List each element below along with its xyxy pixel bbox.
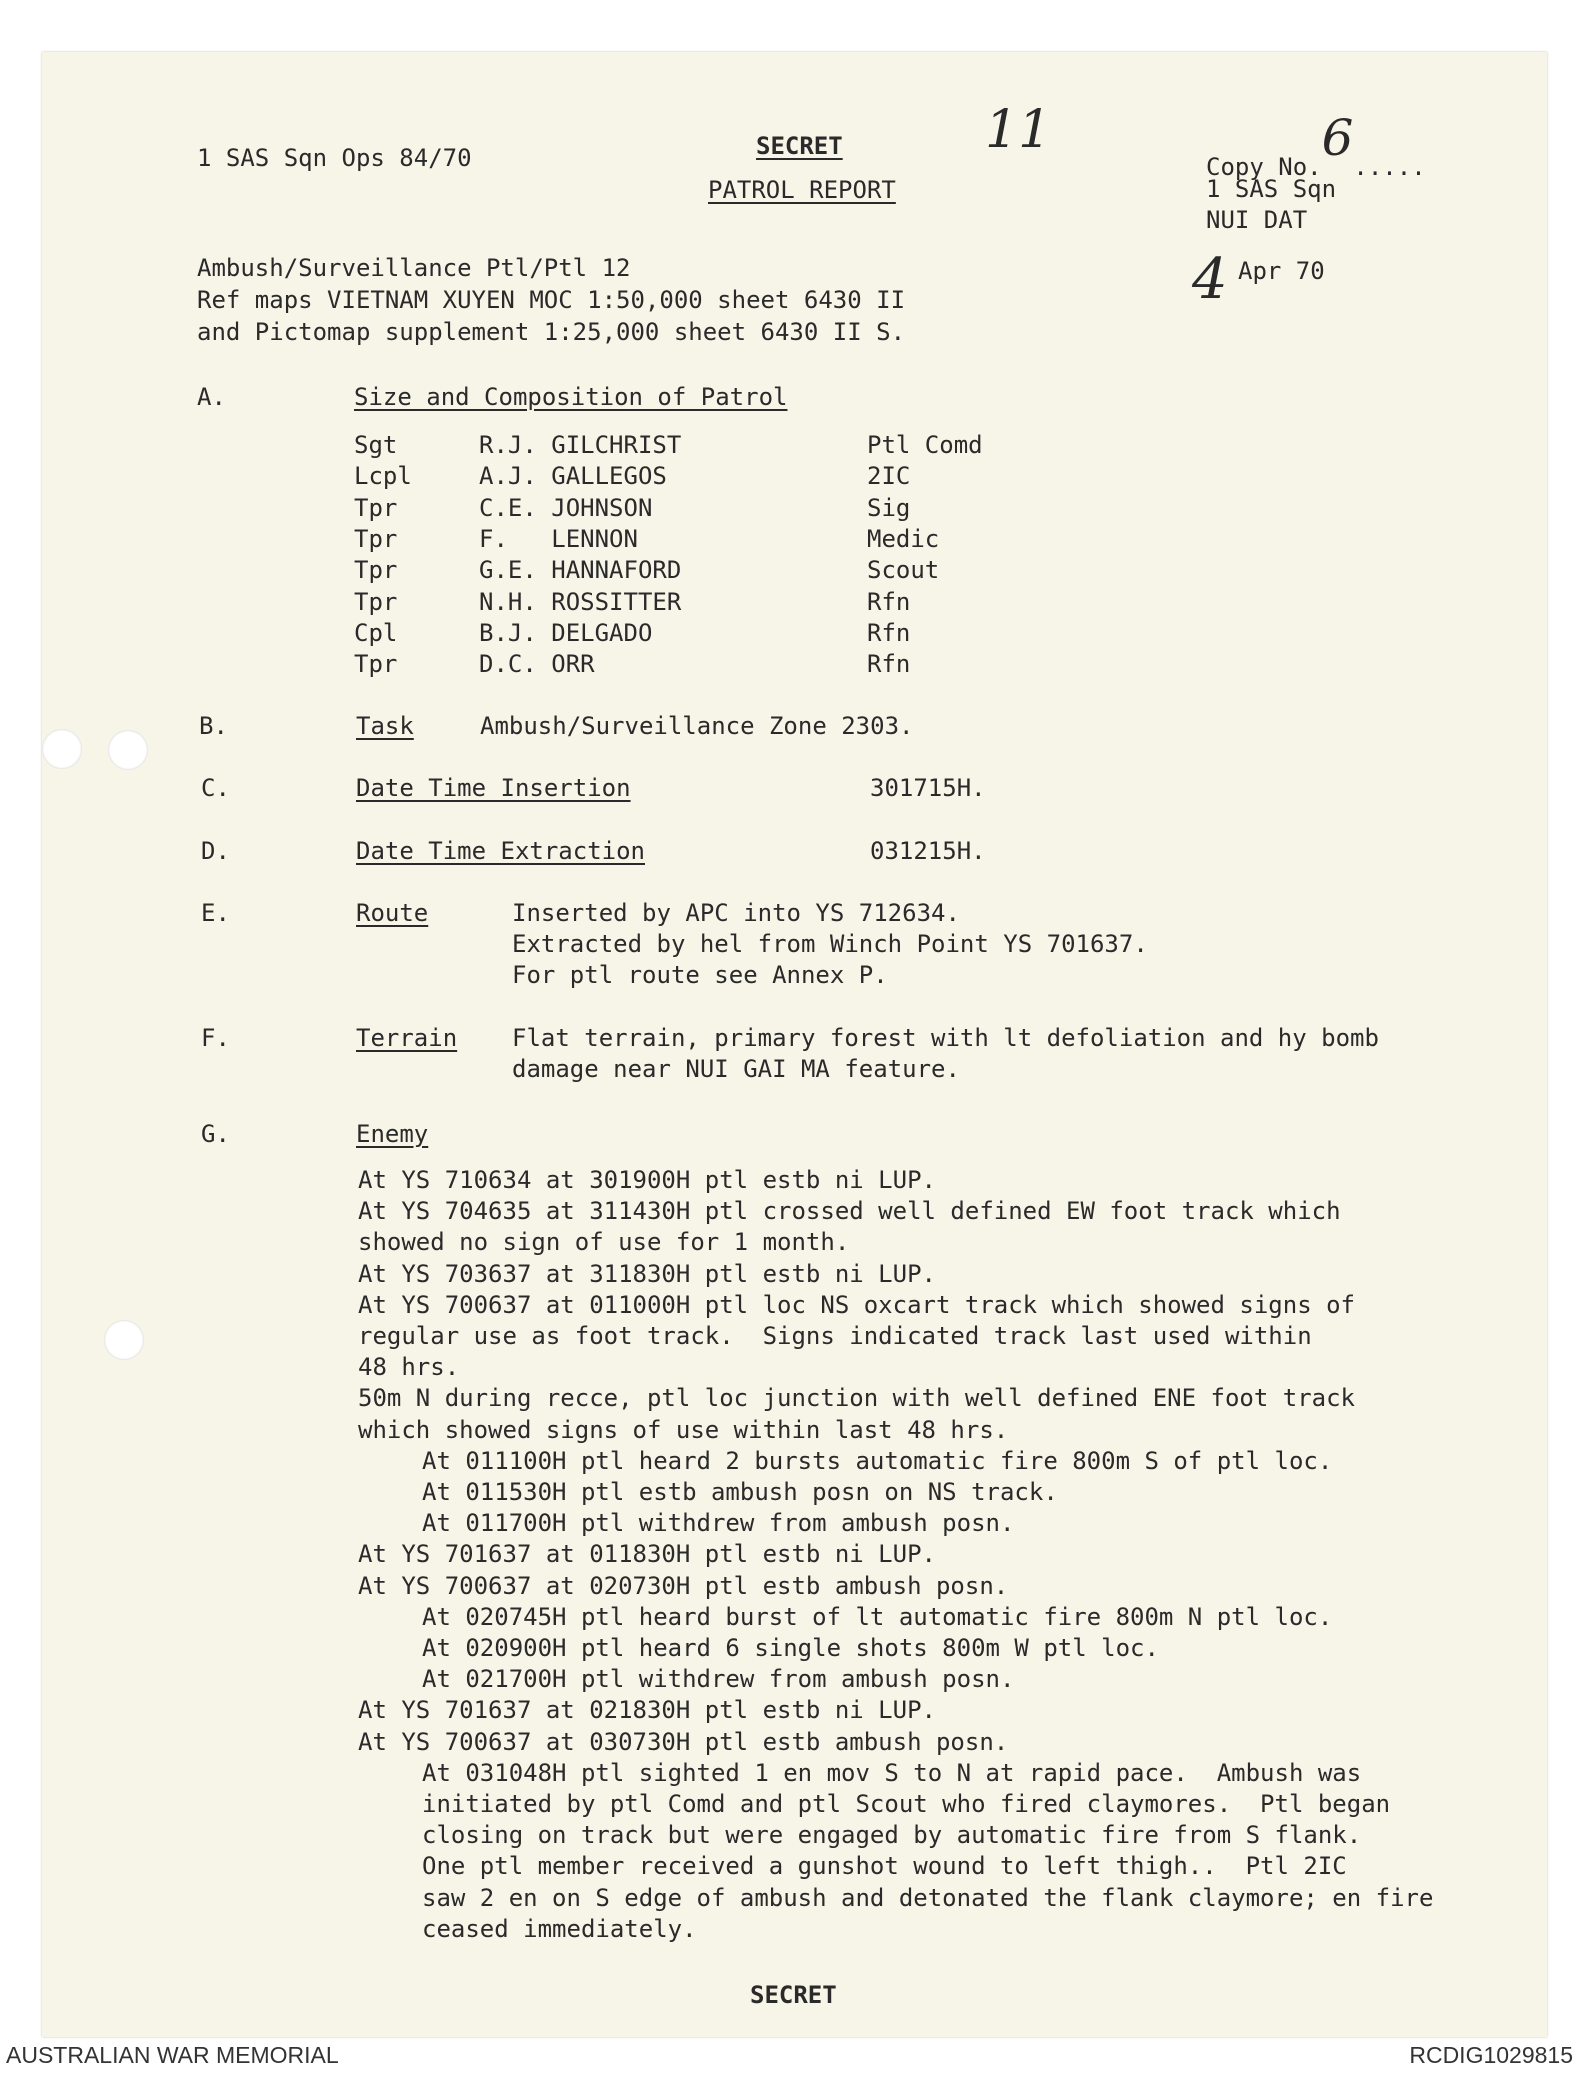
member-name: B.J. DELGADO bbox=[479, 618, 653, 647]
member-role: Ptl Comd bbox=[867, 431, 983, 459]
ref-maps-line2: and Pictomap supplement 1:25,000 sheet 6430 II S. bbox=[197, 318, 906, 346]
section-d-letter: D. bbox=[201, 837, 230, 865]
terrain-line: Flat terrain, primary forest with lt defoliation and hy bomb bbox=[512, 1024, 1379, 1052]
route-line: For ptl route see Annex P. bbox=[512, 961, 888, 989]
route-line: Inserted by APC into YS 712634. bbox=[512, 899, 960, 927]
enemy-line: At YS 704635 at 311430H ptl crossed well defined EW foot track which bbox=[358, 1197, 1341, 1226]
member-rank: Tpr bbox=[354, 493, 398, 522]
punch-hole bbox=[108, 730, 148, 770]
member-role: Rfn bbox=[867, 650, 911, 679]
enemy-line: initiated by ptl Comd and ptl Scout who fired claymores. Ptl began bbox=[422, 1790, 1391, 1818]
copy-number: 6 bbox=[1321, 109, 1354, 167]
member-rank: Tpr bbox=[354, 524, 398, 553]
enemy-line: At 031048H ptl sighted 1 en mov S to N at rapid pace. Ambush was bbox=[422, 1758, 1362, 1787]
enemy-line: At YS 700637 at 011000H ptl loc NS oxcart track which showed signs of bbox=[358, 1290, 1355, 1319]
section-a-letter: A. bbox=[197, 383, 226, 411]
enemy-line: At YS 700637 at 030730H ptl estb ambush posn. bbox=[358, 1727, 1009, 1756]
section-f-letter: F. bbox=[201, 1024, 230, 1052]
date: Apr 70 bbox=[1238, 257, 1325, 285]
member-role: Rfn bbox=[867, 618, 911, 647]
archive-credit: AUSTRALIAN WAR MEMORIAL bbox=[6, 2042, 339, 2068]
enemy-line: At 011530H ptl estb ambush posn on NS track. bbox=[422, 1478, 1058, 1506]
member-rank: Tpr bbox=[354, 587, 398, 616]
section-g-letter: G. bbox=[201, 1120, 230, 1148]
member-name: F. LENNON bbox=[479, 524, 638, 553]
member-role: Sig bbox=[867, 493, 911, 522]
margin-mark: 11 bbox=[985, 100, 1052, 160]
patrol-designation: Ambush/Surveillance Ptl/Ptl 12 bbox=[197, 254, 631, 282]
section-g-heading: Enemy bbox=[356, 1120, 429, 1148]
enemy-line: At 011700H ptl withdrew from ambush posn. bbox=[422, 1509, 1015, 1538]
member-role: Medic bbox=[867, 524, 940, 553]
enemy-line: 50m N during recce, ptl loc junction with well defined ENE foot track bbox=[358, 1384, 1355, 1413]
member-rank: Sgt bbox=[354, 431, 398, 459]
classification-top: SECRET bbox=[756, 132, 843, 160]
enemy-line: ceased immediately. bbox=[422, 1914, 697, 1943]
member-role: Rfn bbox=[867, 587, 911, 616]
enemy-line: At 011100H ptl heard 2 bursts automatic fire 800m S of ptl loc. bbox=[422, 1446, 1333, 1475]
insertion-time: 301715H. bbox=[870, 774, 986, 802]
enemy-line: closing on track but were engaged by automatic fire from S flank. bbox=[422, 1821, 1362, 1850]
member-name: C.E. JOHNSON bbox=[479, 493, 653, 522]
member-rank: Tpr bbox=[354, 556, 398, 585]
member-name: A.J. GALLEGOS bbox=[479, 462, 667, 491]
section-b-letter: B. bbox=[199, 712, 228, 740]
date-day: 4 bbox=[1192, 247, 1228, 312]
classification-bottom: SECRET bbox=[750, 1981, 837, 2009]
enemy-line: regular use as foot track. Signs indicated track last used within bbox=[358, 1322, 1312, 1350]
task-text: Ambush/Surveillance Zone 2303. bbox=[480, 712, 914, 740]
terrain-line: damage near NUI GAI MA feature. bbox=[512, 1055, 960, 1083]
copy-dots: ..... bbox=[1353, 153, 1426, 181]
section-f-heading: Terrain bbox=[356, 1024, 458, 1052]
unit: 1 SAS Sqn bbox=[1206, 175, 1337, 203]
ref-maps-line1: Ref maps VIETNAM XUYEN MOC 1:50,000 sheet 6430 II bbox=[197, 286, 906, 314]
location: NUI DAT bbox=[1206, 206, 1308, 234]
section-b-heading: Task bbox=[356, 712, 414, 740]
enemy-line: At YS 700637 at 020730H ptl estb ambush posn. bbox=[358, 1571, 1009, 1600]
member-rank: Lcpl bbox=[354, 462, 412, 491]
punch-hole bbox=[104, 1320, 144, 1360]
enemy-line: showed no sign of use for 1 month. bbox=[358, 1228, 850, 1257]
archive-id: RCDIG1029815 bbox=[1409, 2042, 1573, 2068]
section-a-heading: Size and Composition of Patrol bbox=[354, 383, 788, 411]
enemy-line: At YS 701637 at 011830H ptl estb ni LUP. bbox=[358, 1540, 936, 1569]
route-line: Extracted by hel from Winch Point YS 701637. bbox=[512, 930, 1148, 958]
member-name: N.H. ROSSITTER bbox=[479, 587, 682, 616]
member-name: R.J. GILCHRIST bbox=[479, 431, 682, 459]
enemy-line: At YS 710634 at 301900H ptl estb ni LUP. bbox=[358, 1166, 936, 1194]
ops-reference: 1 SAS Sqn Ops 84/70 bbox=[197, 144, 472, 172]
member-role: 2IC bbox=[867, 462, 911, 491]
member-name: D.C. ORR bbox=[479, 650, 595, 679]
member-rank: Cpl bbox=[354, 618, 398, 647]
member-name: G.E. HANNAFORD bbox=[479, 556, 682, 585]
member-role: Scout bbox=[867, 556, 940, 585]
enemy-line: At YS 703637 at 311830H ptl estb ni LUP. bbox=[358, 1259, 936, 1288]
extraction-time: 031215H. bbox=[870, 837, 986, 865]
enemy-line: saw 2 en on S edge of ambush and detonated the flank claymore; en fire bbox=[422, 1883, 1434, 1912]
copy-label: Copy No. bbox=[1206, 153, 1322, 181]
enemy-line: At 021700H ptl withdrew from ambush posn. bbox=[422, 1665, 1015, 1694]
section-e-heading: Route bbox=[356, 899, 429, 927]
report-title: PATROL REPORT bbox=[708, 176, 896, 204]
section-c-letter: C. bbox=[201, 774, 230, 802]
enemy-line: At 020900H ptl heard 6 single shots 800m W ptl loc. bbox=[422, 1634, 1159, 1662]
enemy-line: One ptl member received a gunshot wound to left thigh.. Ptl 2IC bbox=[422, 1852, 1347, 1881]
enemy-line: At YS 701637 at 021830H ptl estb ni LUP. bbox=[358, 1696, 936, 1725]
enemy-line: which showed signs of use within last 48 hrs. bbox=[358, 1415, 1009, 1444]
member-rank: Tpr bbox=[354, 650, 398, 679]
section-d-heading: Date Time Extraction bbox=[356, 837, 645, 865]
punch-hole bbox=[42, 729, 82, 769]
section-c-heading: Date Time Insertion bbox=[356, 774, 631, 802]
enemy-line: At 020745H ptl heard burst of lt automatic fire 800m N ptl loc. bbox=[422, 1602, 1333, 1631]
section-e-letter: E. bbox=[201, 899, 230, 927]
enemy-line: 48 hrs. bbox=[358, 1353, 460, 1382]
